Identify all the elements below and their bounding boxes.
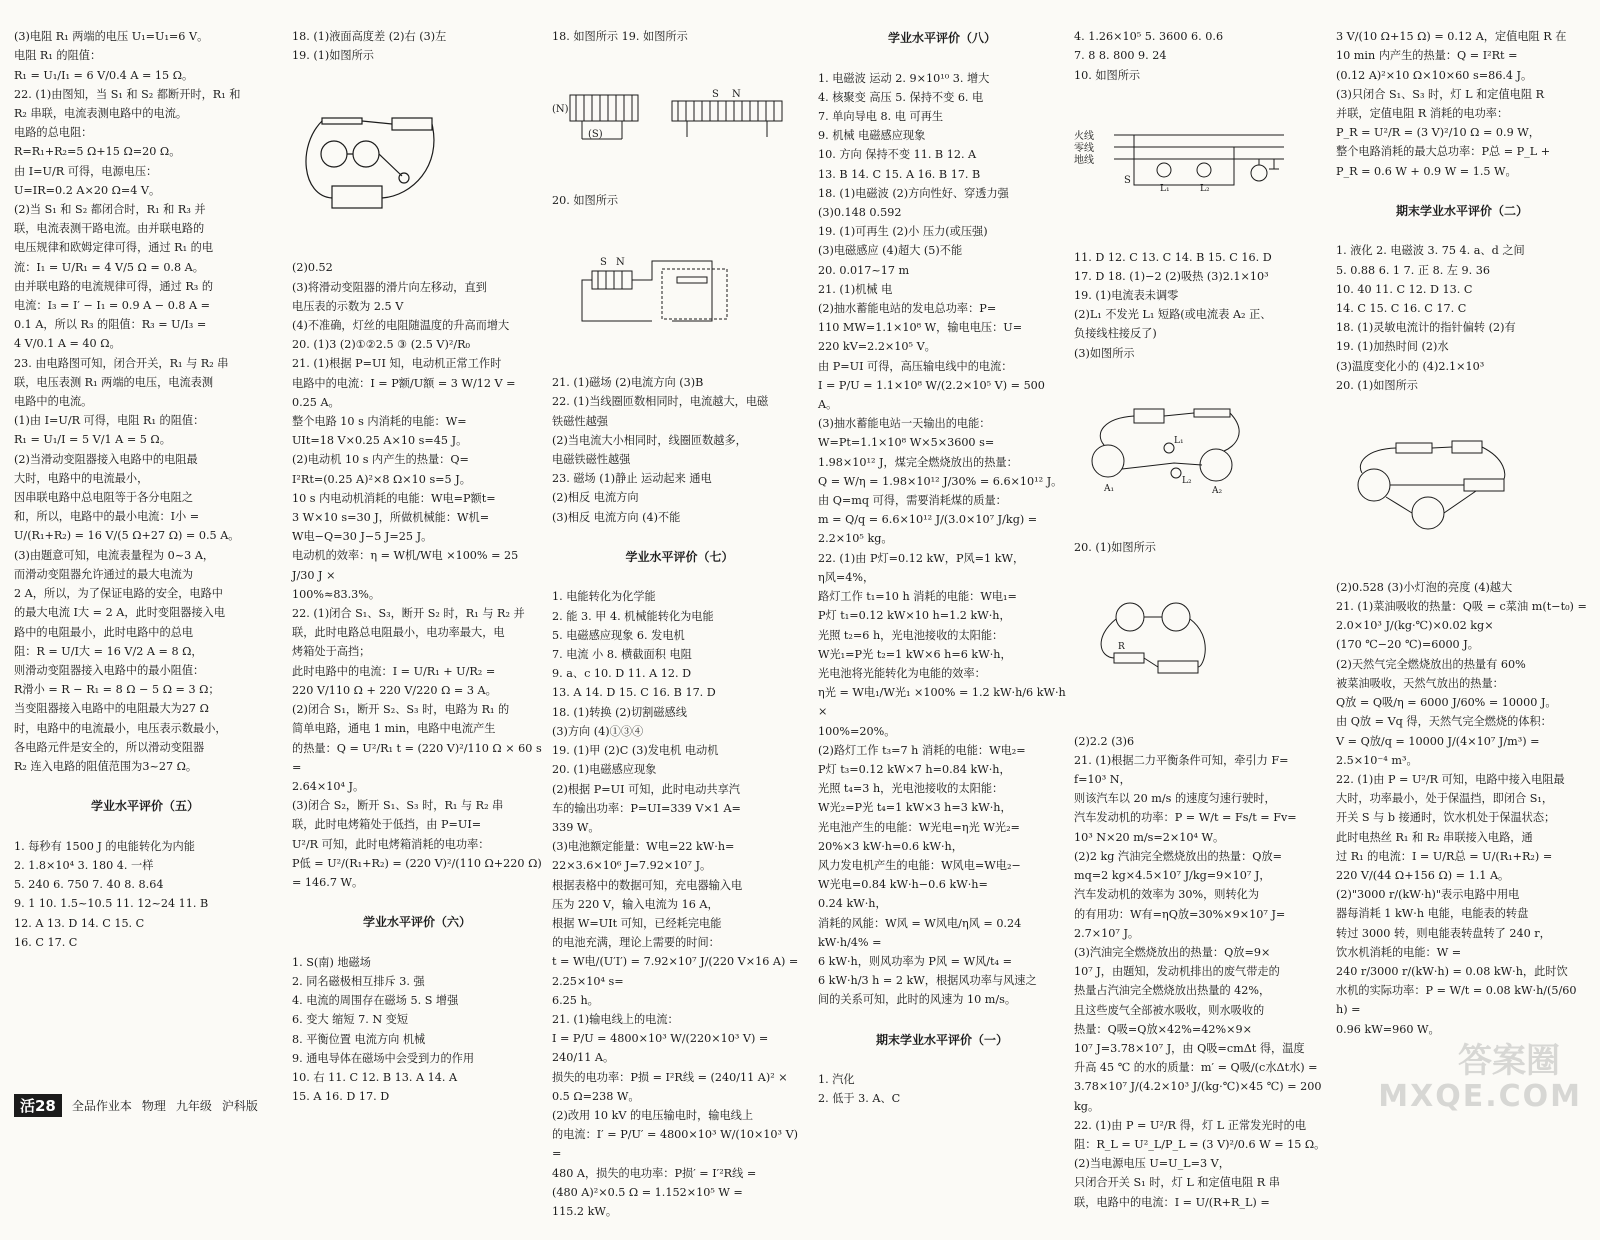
col5-answers-main: (2)2.2 (3)6 21. (1)根据二力平衡条件可知，牵引力 F= f=10³ N， 则该汽车以 20 m/s 的速度匀速行驶时， 汽车发动机的功率：P = W/t = Fs/t = Fv= 10³ N×20 m/s=2×10⁴ W。 (2)2 kg 汽油完全燃烧放出的热量：Q放= mq=2 kg×4.5×10⁷ J/kg=9×10⁷ J， 汽车发动机的效率为 30%，则转化为 的有用功：W有=ηQ放=30%×9×10⁷ J= 2.7×10⁷ J。 (3)汽油完全燃烧放出的热量：Q放=9× 10⁷ J，由题知，发动机排出的废气带走的 热量占汽油完全燃烧放出热量的 42%， 且这些废气全部被水吸收，则水吸收的 热量：Q吸=Q放×42%=42%×9× 10⁷ J=3.78×10⁷ J，由 Q吸=cmΔt 得，温度 升高 45 ℃ 的水的质量：m′ = Q吸/(c水Δt水) = 3.78×10⁷ J/(4.2×10³ J/(kg·℃)×45 ℃) = 200 kg。 22. (1)由 P = U²/R 得，灯 L 正常发光时的电 阻：R_L = U²_L/P_L = (3 V)²/0.6 W = 15 Ω。 (2)当电源电压 U=U_L=3 V， 只闭合开关 S₁ 时，灯 L 和定值电阻 R 串 联，电路中的电流：I = U/(R+R_L) = [1074,734,1326,1209]
ammeter-a1-label: A₁ [1104,484,1115,495]
fig18-n-label: (N) [552,103,569,115]
lamp-l1-label: L₁ [1160,184,1170,195]
parallel-circuit-figure [1074,384,1328,514]
col3-figure-labels: 18. 如图所示 19. 如图所示 [552,30,688,44]
solenoid-figures-q18-q19 [552,68,807,168]
heading-assessment-5: 学业水平评价（五） [90,799,199,814]
heading-final-assessment-1: 期末学业水平评价（一） [875,1032,1008,1047]
col2-answers-intro: 18. (1)液面高度差 (2)右 (3)左 19. (1)如图所示 [292,30,447,63]
page-number: 活28 [14,1094,62,1117]
fig19-s-label: S [712,88,719,100]
lamp-l2-label: L₂ [1200,184,1210,195]
column-4 [818,8,1066,1106]
household-wiring-figure [1074,106,1328,224]
fig20-s-label: S [600,256,607,268]
relay-figure-q20 [552,232,807,350]
col1-answers-part1: (3)电阻 R₁ 两端的电压 U₁=U₁=6 V。 电阻 R₁ 的阻值： R₁ = U₁/I₁ = 6 V/0.4 A = 15 Ω。 22. (1)由图知，当 S₁ 和 S₂ 都断开时，R₁ 和 R₂ 串联，电流表测电路中的电流。 电路的总电阻： R=R₁+R₂=5 Ω+15 Ω=20 Ω。 由 I=U/R 可得，电源电压： U=IR=0.2 A×20 Ω=4 V。 (2)当 S₁ 和 S₂ 都闭合时，R₁ 和 R₃ 并 联，电流表测干路电流。由并联电路的 电压规律和欧姆定律可得，通过 R₁ 的电 流：I₁ = U/R₁ = 4 V/5 Ω = 0.8 A。 由并联电路的电流规律可得，通过 R₃ 的 电流：I₃ = I′ − I₁ = 0.9 A − 0.8 A = 0.1 A，所以 R₃ 的阻值：R₃ = U/I₃ = 4 V/0.1 A = 40 Ω。 23. 由电路图可知，闭合开关，R₁ 与 R₂ 串 联，电压表测 R₁ 两端的电压，电流表测 电路中的电流。 (1)由 I=U/R 可得，电阻 R₁ 的阻值： R₁ = U₁/I = 5 V/1 A = 5 Ω。 (2)当滑动变阻器接入电路中的电阻最 大时，电路中的电流最小， 因串联电路中总电阻等于各分电阻之 和，所以，电路中的最小电流：I小 = U/(R₁+R₂) = 16 V/(5 Ω+27 Ω) = 0.5 A。 (3)由题意可知，电流表量程为 0~3 A， 而滑动变阻器允许通过的最大电流为 2 A，所以，为了保证电路的安全，电路中 的最大电流 I大 = 2 A，此时变阻器接入电 路中的电阻最小，此时电路中的总电 阻：R = U/I大 = 16 V/2 A = 8 Ω， 则滑动变阻器接入电路中的最小阻值： R滑小 = R − R₁ = 8 Ω − 5 Ω = 3 Ω； 当变阻器接入电路中的电阻最大为27 Ω 时，电路中的电流最小，电压表示数最小， 各电路元件是安全的，所以滑动变阻器 R₂ 连入电路的阻值范围为3~27 Ω。 [14,30,241,773]
voltmeter-circuit-figure [1074,578,1328,708]
column-6 [1336,8,1588,1090]
fig20-n-label: N [616,256,625,268]
book-title: 全品作业本 [71,1098,132,1113]
column-2 [292,8,542,1104]
col5-answers-mid: 11. D 12. C 13. C 14. B 15. C 16. D 17. D 18. (1)−2 (2)吸热 (3)2.1×10³ 19. (1)电流表未调零 (2)L₁ 不发光 L₁ 短路(或电流表 A₂ 正、 负接线柱接反了) (3)如图所示 [1074,250,1272,360]
heading-assessment-8: 学业水平评价（八） [887,31,996,46]
column-1 [14,8,276,1090]
switch-label: S [1124,175,1131,187]
col6-answers-final-2: 1. 液化 2. 电磁波 3. 75 4. a、d 之间 5. 0.88 6. 1 7. 正 8. 左 9. 36 10. 40 11. C 12. D 13. C 14. C 15. C 16. C 17. C 18. (1)灵敏电流计的指针偏转 (2)有 19. (1)加热时间 (2)水 (3)温度变化小的 (4)2.1×10³ 20. (1)如图所示 [1336,244,1525,392]
col5-figure20-label: 20. (1)如图所示 [1074,540,1156,554]
ground-wire-label: 地线 [1074,155,1094,167]
circuit-figure-q19 [292,87,542,235]
col2-answers-main: (2)0.52 (3)将滑动变阻器的滑片向左移动，直到 电压表的示数为 2.5 V (4)不准确，灯丝的电阻随温度的升高而增大 20. (1)3 (2)①②2.5 ③ (2.5 V)²/R₀ 21. (1)根据 P=UI 知，电动机正常工作时 电路中的电流：I = P额/U额 = 3 W/12 V = 0.25 A。 整个电路 10 s 内消耗的电能：W= UIt=18 V×0.25 A×10 s=45 J。 (2)电动机 10 s 内产生的热量：Q= I²Rt=(0.25 A)²×8 Ω×10 s=5 J。 10 s 内电动机消耗的电能：W电=P额t= 3 W×10 s=30 J，所做机械能：W机= W电−Q=30 J−5 J=25 J。 电动机的效率：η = W机/W电 ×100% = 25 J/30 J × 100%≈83.3%。 22. (1)闭合 S₁、S₃，断开 S₂ 时，R₁ 与 R₂ 并 联，此时电路总电阻最小，电功率最大，电 烤箱处于高挡； 此时电路中的电流：I = U/R₁ + U/R₂ = 220 V/110 Ω + 220 V/220 Ω = 3 A。 (2)闭合 S₁，断开 S₂、S₃ 时，电路为 R₁ 的 简单电路，通电 1 min，电路中电流产生 的热量：Q = U²/R₁ t = (220 V)²/110 Ω × 60 s = 2.64×10⁴ J。 (3)闭合 S₂，断开 S₁、S₃ 时，R₁ 与 R₂ 串 联，此时电烤箱处于低挡，由 P=UI= U²/R 可知，此时电烤箱消耗的电功率： P低 = U²/(R₁+R₂) = (220 V)²/(110 Ω+220 Ω) = 146.7 W。 [292,261,542,889]
resistor-r-label: R [1118,642,1125,653]
col6-answers-main: (2)0.528 (3)小灯泡的亮度 (4)越大 21. (1)菜油吸收的热量：Q吸 = c菜油 m(t−t₀) = 2.0×10³ J/(kg·℃)×0.02 kg× (170 ℃−20 ℃)=6000 J。 (2)天然气完全燃烧放出的热量有 60% 被菜油吸收，天然气放出的热量： Q放 = Q吸/η = 6000 J/60% = 10000 J。 由 Q放 = Vq 得，天然气完全燃烧的体积： V = Q放/q = 10000 J/(4×10⁷ J/m³) = 2.5×10⁻⁴ m³。 22. (1)由 P = U²/R 可知，电路中接入电阻最 大时，功率最小，处于保温挡，即闭合 S₁， 开关 S 与 b 接通时，饮水机处于保温状态； 此时电热丝 R₁ 和 R₂ 串联接入电路，通 过 R₁ 的电流：I = U/R总 = U/(R₁+R₂) = 220 V/(44 Ω+156 Ω) = 1.1 A。 (2)"3000 r/(kW·h)"表示电路中用电 器每消耗 1 kW·h 电能，电能表的转盘 转过 3000 转，则电能表转盘转了 240 r， 饮水机消耗的电能：W = 240 r/3000 r/(kW·h) = 0.08 kW·h，此时饮 水机的实际功率：P = W/t = 0.08 kW·h/(5/60 h) = 0.96 kW=960 W。 [1336,580,1587,1036]
neutral-wire-label: 零线 [1074,143,1094,155]
heading-assessment-7: 学业水平评价（七） [625,550,734,565]
col6-answers-cont: 3 V/(10 Ω+15 Ω) = 0.12 A，定值电阻 R 在 10 min 内产生的热量：Q = I²Rt = (0.12 A)²×10 Ω×10×60 s=86.4 J。 (3)只闭合 S₁、S₃ 时，灯 L 和定值电阻 R 并联，定值电阻 R 消耗的电功率： P_R = U²/R = (3 V)²/10 Ω = 0.9 W， 整个电路消耗的最大总功率：P总 = P_L + P_R = 0.6 W + 0.9 W = 1.5 W。 [1336,30,1567,178]
col1-answers-part2: 1. 每秒有 1500 J 的电能转化为内能 2. 1.8×10⁴ 3. 180 4. 一样 5. 240 6. 750 7. 40 8. 8.64 9. 1 10. 1.5~10.5 11. 12~24 11. B 12. A 13. D 14. C 15. C 16. C 17. C [14,839,209,949]
col4-answers-final-1: 1. 汽化 2. 低于 3. A、C [818,1073,901,1106]
watermark-logo: 答案圈 [1458,1041,1560,1081]
edition: 沪科版 [221,1098,258,1113]
col3-answers-main: 21. (1)磁场 (2)电流方向 (3)B 22. (1)当线圈匝数相同时，电流越大，电磁 铁磁性越强 (2)当电流大小相同时，线圈匝数越多， 电磁铁磁性越强 23. 磁场 (1)静止 运动起来 通电 (2)相反 电流方向 (3)相反 电流方向 (4)不能 [552,376,769,524]
grade: 九年级 [175,1098,212,1113]
column-5 [1074,8,1328,1209]
col4-answers-8: 1. 电磁波 运动 2. 9×10¹⁰ 3. 增大 4. 核聚变 高压 5. 保持不变 6. 电 7. 单向导电 8. 电 可再生 9. 机械 电磁感应现象 10. 方向 保持不变 11. B 12. A 13. B 14. C 15. A 16. B 17. B 18. (1)电磁波 (2)方向性好、穿透力强 (3)0.148 0.592 19. (1)可再生 (2)小 压力(或压强) (3)电磁感应 (4)超大 (5)不能 20. 0.017~17 m 21. (1)机械 电 (2)抽水蓄能电站的发电总功率：P= 110 MW=1.1×10⁸ W，输电电压：U= 220 kV=2.2×10⁵ V。 由 P=UI 可得，高压输电线中的电流： I = P/U = 1.1×10⁸ W/(2.2×10⁵ V) = 500 A。 (3)抽水蓄能电站一天输出的电能： W=Pt=1.1×10⁸ W×5×3600 s= 1.98×10¹² J，煤完全燃烧放出的热量： Q = W/η = 1.98×10¹² J/30% = 6.6×10¹² J。 由 Q=mq 可得，需要消耗煤的质量： m = Q/q = 6.6×10¹² J/(3.0×10⁷ J/kg) = 2.2×10⁵ kg。 22. (1)由 P灯=0.12 kW，P风=1 kW， η风=4%， 路灯工作 t₁=10 h 消耗的电能：W电₁= P灯 t₁=0.12 kW×10 h=1.2 kW·h， 光照 t₂=6 h，光电池接收的太阳能： W光₁=P光 t₂=1 kW×6 h=6 kW·h， 光电池将光能转化为电能的效率： η光 = W电₁/W光₁ ×100% = 1.2 kW·h/6 kW·h × 100%=20%。 (2)路灯工作 t₃=7 h 消耗的电能：W电₂= P灯 t₃=0.12 kW×7 h=0.84 kW·h， 光照 t₄=3 h，光电池接收的太阳能： W光₂=P光 t₄=1 kW×3 h=3 kW·h， 光电池产生的电能：W光电=η光 W光₂= 20%×3 kW·h=0.6 kW·h， 风力发电机产生的电能：W风电=W电₂− W光电=0.84 kW·h−0.6 kW·h= 0.24 kW·h， 消耗的风能：W风 = W风电/η风 = 0.24 kW·h/4% = 6 kW·h，则风功率为 P风 = W风/t₄ = 6 kW·h/3 h = 2 kW，根据风功率与风速之 间的关系可知，此时的风速为 10 m/s。 [818,71,1066,1007]
q19-lamp-l1-label: L₁ [1174,436,1184,447]
page-footer [14,1094,258,1116]
ammeter-a2-label: A₂ [1212,486,1223,497]
col3-figure20-label: 20. 如图所示 [552,194,619,208]
column-3 [552,8,807,1218]
live-wire-label: 火线 [1074,131,1094,143]
q19-lamp-l2-label: L₂ [1182,476,1192,487]
heading-assessment-6: 学业水平评价（六） [362,915,471,930]
subject: 物理 [141,1098,166,1113]
col2-answers-6: 1. S(南) 地磁场 2. 同名磁极相互排斥 3. 强 4. 电流的周围存在磁场 5. S 增强 6. 变大 缩短 7. N 变短 8. 平衡位置 电流方向 机械 9. 通电导体在磁场中会受到力的作用 10. 右 11. C 12. B 13. A 14. A 15. A 16. D 17. D [292,955,475,1104]
fig18-s-label: (S) [588,128,603,140]
watermark-site: MXQE.COM [1378,1079,1582,1114]
fig19-n-label: N [732,88,741,100]
light-bulb-circuit-figure [1336,416,1588,554]
col5-answers-intro: 4. 1.26×10⁵ 5. 3600 6. 0.6 7. 8 8. 800 9. 24 10. 如图所示 [1074,30,1224,82]
heading-final-assessment-2: 期末学业水平评价（二） [1395,204,1528,219]
col3-answers-7: 1. 电能转化为化学能 2. 能 3. 甲 4. 机械能转化为电能 5. 电磁感应现象 6. 发电机 7. 电流 小 8. 横截面积 电阻 9. a、c 10. D 11. A 12. D 13. A 14. D 15. C 16. B 17. D 18. (1)转换 (2)切割磁感线 (3)方向 (4)①③④ 19. (1)甲 (2)C (3)发电机 电动机 20. (1)电磁感应现象 (2)根据 P=UI 可知，此时电动共享汽 车的输出功率：P=UI=339 V×1 A= 339 W。 (3)电池额定能量：W电=22 kW·h= 22×3.6×10⁶ J=7.92×10⁷ J。 根据表格中的数据可知，充电器输入电 压为 220 V，输入电流为 16 A， 根据 W=UIt 可知，已经耗完电能 的电池充满，理论上需要的时间： t = W电/(U′I′) = 7.92×10⁷ J/(220 V×16 A) = 2.25×10⁴ s= 6.25 h。 21. (1)输电线上的电流： I = P/U = 4800×10³ W/(220×10³ V) = 240/11 A。 损失的电功率：P损 = I²R线 = (240/11 A)² × 0.5 Ω=238 W。 (2)改用 10 kV 的电压输电时，输电线上 的电流：I′ = P/U′ = 4800×10³ W/(10×10³ V) = 480 A，损失的电功率：P损′ = I′²R线 = (480 A)²×0.5 Ω = 1.152×10⁵ W = 115.2 kW。 [552,590,799,1218]
